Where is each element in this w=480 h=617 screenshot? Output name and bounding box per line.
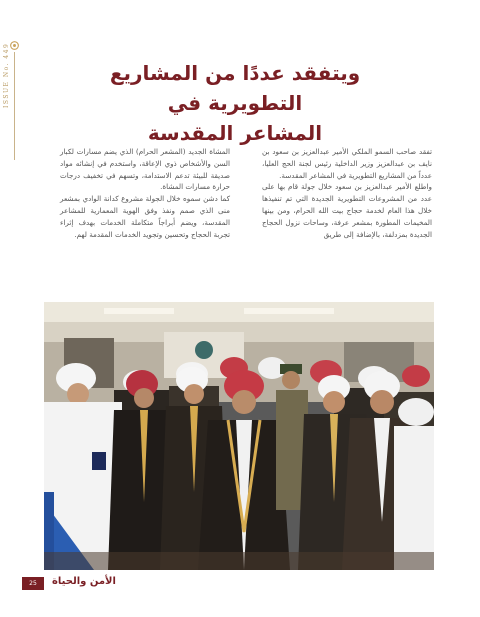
emblem-icon (9, 40, 20, 51)
side-divider (14, 52, 15, 160)
title-line-2: المشاعر المقدسة (147, 121, 323, 145)
page-number: 25 (22, 577, 44, 590)
paragraph: واطلع الأمير عبدالعزيز بن سعود خلال جولة قام بها على عدد من المشروعات التطويرية الجديدة التي تم تنفيذها خلال هذا العام لخدمة حجاج بيت الله الحرام، ومن بينها المخيمات المطورة بمشعر عرفة، وساحات نزول الحجاج الجديدة بمزدلفة، بالإضافة إلى طريق (262, 182, 432, 239)
title-line-1: ويتفقد عددًا من المشاريع التطويرية في (109, 61, 361, 115)
article-column-left (60, 146, 230, 240)
issue-number: ISSUE No. 449 (3, 42, 10, 108)
article-photo (44, 302, 434, 570)
paragraph: المشاة الجديد (المشعر الحرام) الذي يضم مسارات لكبار السن والأشخاص ذوي الإعاقة، واستخدم في إنشائه مواد صديقة للبيئة تدعم الاستدامة، وتسهم في تخفيف درجات حرارة مسارات المشاة. (60, 147, 230, 192)
paragraph: كما دشن سموه خلال الجولة مشروع كدانة الوادي بمشعر منى الذي صمم ونفذ وفق الهوية المعمارية للمشاعر المقدسة، ويضم أبراجاً متكاملة الخدمات بهدف إثراء تجربة الحجاج وتحسين وتجويد الخدمات المقدمة لهم. (60, 194, 230, 239)
article-column-right (262, 146, 432, 240)
article-title (60, 58, 410, 148)
magazine-name: الأمن والحياة (52, 576, 116, 587)
paragraph: تفقد صاحب السمو الملكي الأمير عبدالعزيز بن سعود بن نايف بن عبدالعزيز وزير الداخلية رئيس لجنة الحج العليا، عدداً من المشاريع التطويرية في المشاعر المقدسة. (262, 147, 432, 180)
page-footer (22, 577, 182, 591)
